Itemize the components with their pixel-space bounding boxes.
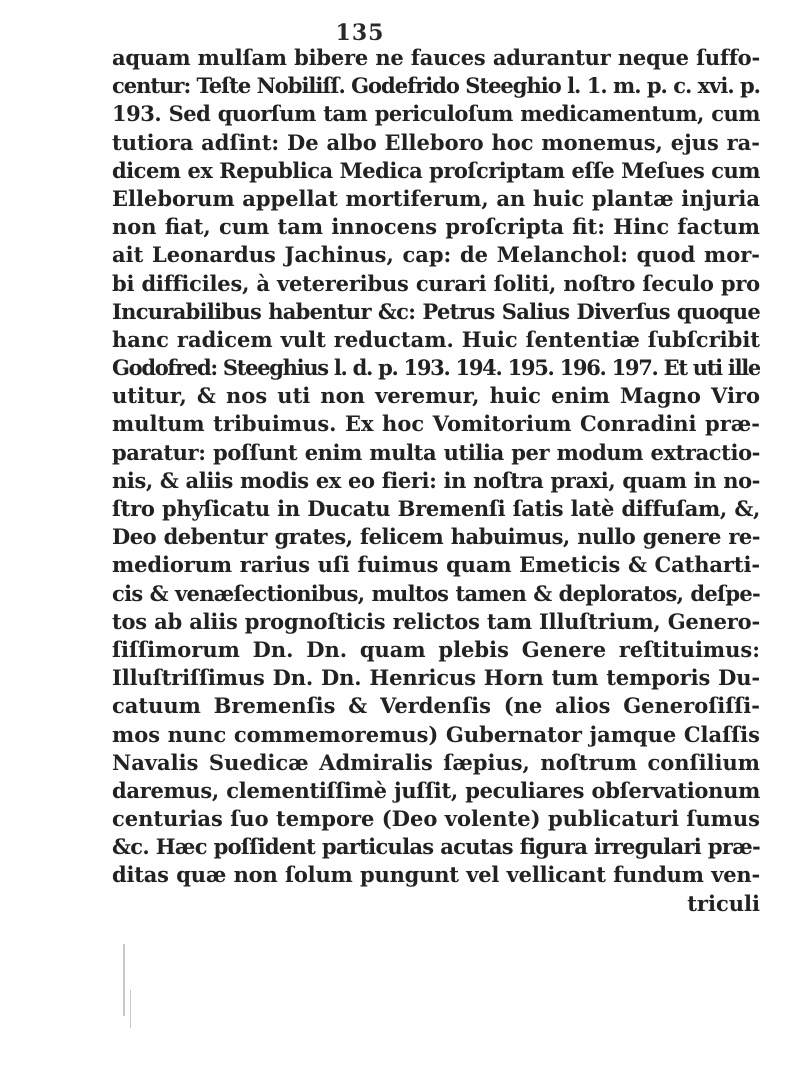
text-line-12: Godofred: Steeghius l. d. p. 193. 194. 195. 196. 197. Et uti ille: [112, 355, 760, 381]
text-line-8: ait Leonardus Jachinus, cap: de Melanchol: quod mor-: [112, 242, 760, 268]
text-line-26: Navalis Suedicæ Admiralis ſæpius, noſtrum conſilium: [112, 749, 760, 775]
text-line-5: dicem ex Republica Medica proſcriptam eſſe Meſues cum: [112, 157, 760, 183]
text-line-4: tutiora adſint: De albo Elleboro hoc monemus, ejus ra-: [112, 129, 760, 155]
text-line-19: mediorum rarius uſi fuimus quam Emeticis & Catharti-: [112, 552, 760, 578]
text-line-29: &c. Hæc poſſident particulas acutas figura irregulari præ-: [112, 834, 760, 860]
text-line-11: hanc radicem vult reductam. Huic ſententiæ ſubſcribit: [112, 326, 760, 352]
text-line-16: nis, & aliis modis ex eo fieri: in noſtra praxi, quam in no-: [112, 467, 760, 493]
text-line-18: Deo debentur grates, felicem habuimus, nullo genere re-: [112, 524, 760, 550]
text-line-25: mos nunc commemoremus) Gubernator jamque Claſſis: [112, 721, 760, 747]
text-line-28: centurias ſuo tempore (Deo volente) publicaturi ſumus: [112, 806, 760, 832]
scan-artifact: [130, 990, 131, 1028]
text-line-15: paratur: poſſunt enim multa utilia per modum extractio-: [112, 439, 760, 465]
text-line-3: 193. Sed quorſum tam periculoſum medicamentum, cum: [112, 101, 760, 127]
text-line-14: multum tribuimus. Ex hoc Vomitorium Conradini præ-: [112, 411, 760, 437]
text-line-10: Incurabilibus habentur &c: Petrus Salius Diverſus quoque: [112, 298, 760, 324]
text-line-23: Illuſtriſſimus Dn. Dn. Henricus Horn tum temporis Du-: [112, 665, 760, 691]
text-line-27: daremus, clementiſſimè juſſit, peculiares obſervationum: [112, 777, 760, 803]
text-line-13: utitur, & nos uti non veremur, huic enim Magno Viro: [112, 383, 760, 409]
scan-artifact: [123, 944, 125, 1016]
text-line-24: catuum Bremenſis & Verdenſis (ne alios Generoſiſſi-: [112, 693, 760, 719]
text-line-21: tos ab aliis prognoſticis relictos tam Illuſtrium, Genero-: [112, 608, 760, 634]
page-number: 135: [335, 20, 385, 46]
text-line-30: ditas quæ non ſolum pungunt vel vellicant fundum ven-: [112, 862, 760, 888]
catchword: triculi: [687, 890, 760, 916]
text-line-9: bi difficiles, à vetereribus curari ſoliti, noſtro ſeculo pro: [112, 270, 760, 296]
text-line-7: non fiat, cum tam innocens proſcripta fit: Hinc factum: [112, 214, 760, 240]
text-line-6: Elleborum appellat mortiferum, an huic plantæ injuria: [112, 185, 760, 211]
text-line-22: ſiſſimorum Dn. Dn. quam plebis Genere reſtituimus:: [112, 636, 760, 662]
body-text: [112, 44, 760, 918]
text-line-2: centur: Teſte Nobiliſſ. Godefrido Steeghio l. 1. m. p. c. xvi. p.: [112, 73, 760, 99]
text-line-1: aquam mulſam bibere ne fauces adurantur neque ſuffo-: [112, 45, 760, 70]
text-line-17: ſtro phyſicatu in Ducatu Bremenſi ſatis latè diffuſam, &,: [112, 496, 760, 521]
text-line-20: cis & venæſectionibus, multos tamen & deploratos, deſpe-: [112, 580, 760, 606]
